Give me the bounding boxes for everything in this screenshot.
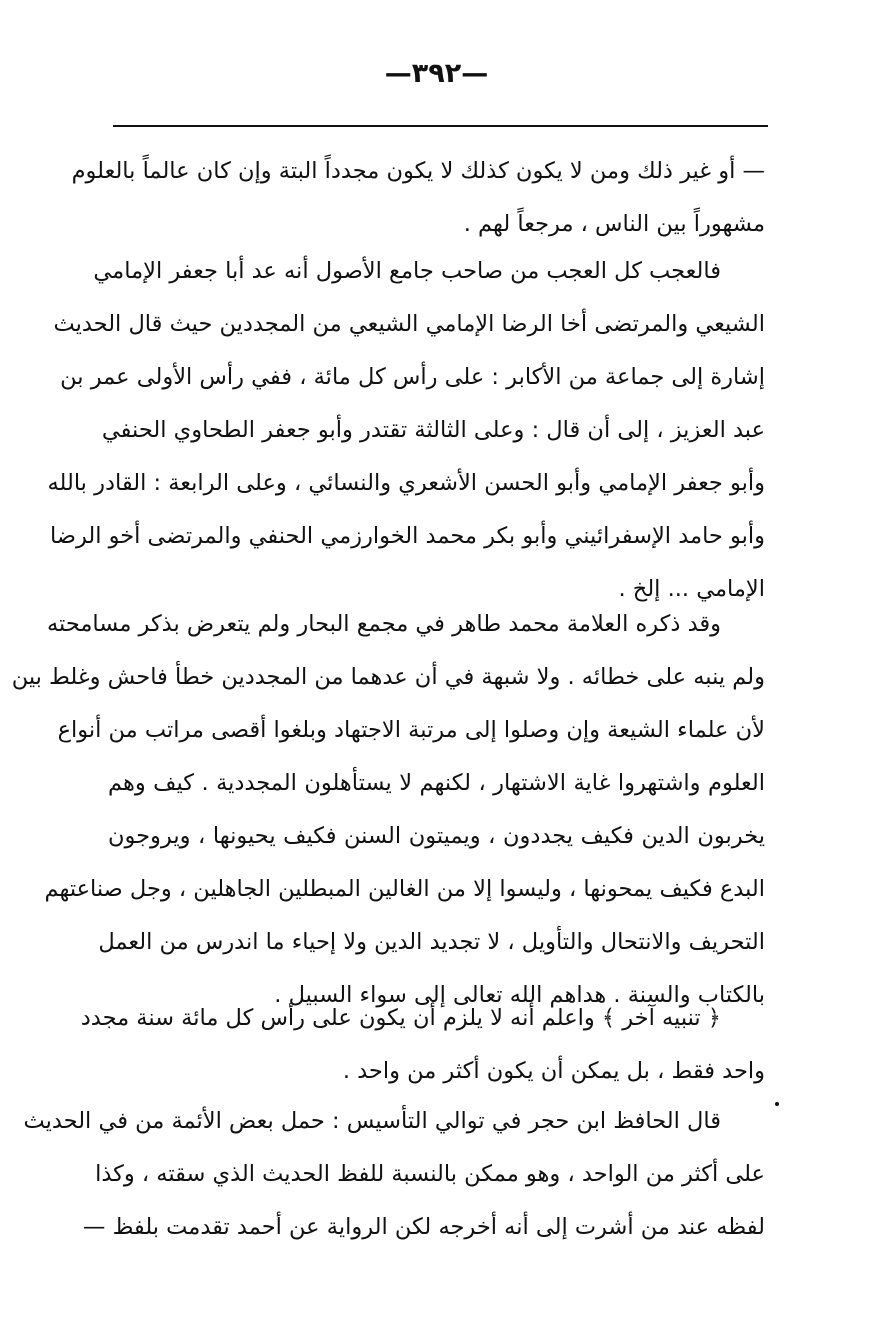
text-line: عبد العزيز ، إلى أن قال : وعلى الثالثة تقتدر وأبو جعفر الطحاوي الحنفي: [101, 417, 765, 443]
text-line: الإمامي ... إلخ .: [618, 576, 765, 602]
text-line: لفظه عند من أشرت إلى أنه أخرجه لكن الرواية عن أحمد تقدمت بلفظ —: [82, 1214, 765, 1240]
text-line: وأبو جعفر الإمامي وأبو الحسن الأشعري والنسائي ، وعلى الرابعة : القادر بالله: [47, 470, 765, 496]
paragraph-jami-al-usul: [47, 245, 765, 616]
text-line: يخربون الدين فكيف يجددون ، ويميتون السنن فكيف يحيونها ، ويروجون: [108, 823, 765, 849]
text-line: إشارة إلى جماعة من الأكابر : على رأس كل مائة ، ففي رأس الأولى عمر بن: [60, 364, 765, 390]
paragraph-ibn-hajar: [23, 1095, 765, 1254]
paragraph-continuation: [71, 145, 765, 251]
text-line: — أو غير ذلك ومن لا يكون كذلك لا يكون مجدداً البتة وإن كان عالماً بالعلوم: [71, 158, 765, 184]
text-line: ﴿ تنبيه آخر ﴾ واعلم أنه لا يلزم أن يكون على رأس كل مائة سنة مجدد: [80, 1005, 721, 1031]
paragraph-tanbih-akhar: [80, 992, 765, 1098]
text-line: مشهوراً بين الناس ، مرجعاً لهم .: [463, 211, 765, 237]
text-line: وأبو حامد الإسفرائيني وأبو بكر محمد الخوارزمي الحنفي والمرتضى أخو الرضا: [49, 523, 765, 549]
text-line: قال الحافظ ابن حجر في توالي التأسيس : حمل بعض الأئمة من في الحديث: [23, 1108, 721, 1134]
text-line: البدع فكيف يمحونها ، وليسوا إلا من الغالين المبطلين الجاهلين ، وجل صناعتهم: [44, 876, 765, 902]
paragraph-majma-al-bihar: [11, 598, 765, 1022]
page-number: —٣٩٢—: [384, 58, 489, 89]
text-line: الشيعي والمرتضى أخا الرضا الإمامي الشيعي من المجددين حيث قال الحديث: [53, 311, 765, 337]
margin-dot: [775, 1102, 779, 1106]
text-line: فالعجب كل العجب من صاحب جامع الأصول أنه عد أبا جعفر الإمامي: [93, 258, 721, 284]
text-line: وقد ذكره العلامة محمد طاهر في مجمع البحار ولم يتعرض بذكر مسامحته: [46, 611, 721, 637]
text-line: لأن علماء الشيعة وإن وصلوا إلى مرتبة الاجتهاد وبلغوا أقصى مراتب من أنواع: [57, 717, 765, 743]
text-line: واحد فقط ، بل يمكن أن يكون أكثر من واحد .: [342, 1058, 765, 1084]
text-line: العلوم واشتهروا غاية الاشتهار ، لكنهم لا يستأهلون المجددية . كيف وهم: [108, 770, 765, 796]
text-line: ولم ينبه على خطائه . ولا شبهة في أن عدهما من المجددين خطأ فاحش وغلط بين: [11, 664, 765, 690]
text-line: التحريف والانتحال والتأويل ، لا تجديد الدين ولا إحياء ما اندرس من العمل: [98, 929, 765, 955]
text-line: على أكثر من الواحد ، وهو ممكن بالنسبة للفظ الحديث الذي سقته ، وكذا: [95, 1161, 765, 1187]
header-rule: [113, 125, 768, 127]
text-line: بالكتاب والسنة . هداهم الله تعالى إلى سواء السبيل .: [274, 982, 765, 1008]
